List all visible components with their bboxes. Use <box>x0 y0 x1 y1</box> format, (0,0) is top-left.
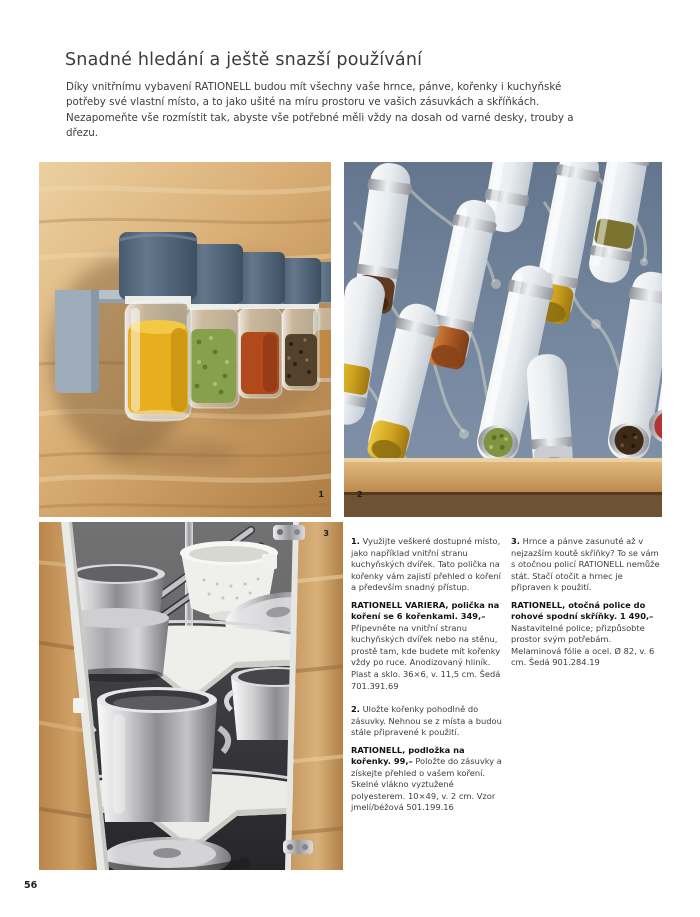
photo-spice-rack <box>39 162 331 517</box>
listing-intro: 1. Využijte veškeré dostupné místo, jako například vnitřní stranu kuchyňských dvířek. Tato polička na kořenky vám zajistí přehled o koření a především snadný přístup. <box>351 536 501 593</box>
page-title: Snadné hledání a ještě snazší používání <box>65 50 423 70</box>
spice-rack-illustration <box>39 162 331 517</box>
product-name-price: RATIONELL VARIERA, polička na koření se 6 kořenkami. 349,– <box>351 599 500 622</box>
product-description: Položte do zásuvky a získejte přehled o vašem koření. Skelné vlákno vyztužené polyesterem. 10×49, v. 2 cm. Vzor jmelí/béžová 501.199.16 <box>351 756 502 813</box>
listing-product <box>511 600 662 669</box>
listing-intro: 3. Hrnce a pánve zasunuté až v nejzazším koutě skříňky? To se vám s otočnou policí RATIONELL nemůže stát. Stačí otočit a hrnec je připraven k použití. <box>511 536 660 593</box>
photo-spice-drawer <box>344 162 662 517</box>
listing-variera-spice-shelf <box>351 536 504 692</box>
listing-number: 3. <box>511 536 520 546</box>
product-name-price: RATIONELL, podložka na kořenky. 99,– <box>351 744 465 767</box>
product-description: Nastavitelné police; přizpůsobte prostor svým potřebám. Melaminová fólie a ocel. Ø 82, v. 6 cm. Šedá 901.284.19 <box>511 622 655 668</box>
product-description: Připevněte na vnitřní stranu kuchyňských dvířek nebo na stěnu, prostě tam, kde budete mít kořenky vždy po ruce. Anodizovaný hliník. Plast a sklo. 36×6, v. 11,5 cm. Šedá 701.391.69 <box>351 622 501 691</box>
listing-product <box>351 600 504 692</box>
listing-number: 1. <box>351 536 360 546</box>
page-number: 56 <box>24 880 38 891</box>
caption-column-left <box>351 536 504 826</box>
photo-number-label: 3 <box>323 529 329 538</box>
photo-corner-cabinet <box>39 522 343 870</box>
listing-rationell-swivel-shelf <box>511 536 662 669</box>
listing-intro: 2. Uložte kořenky pohodlně do zásuvky. Nehnou se z místa a budou stále připravené k použití. <box>351 704 502 738</box>
caption-column-right <box>511 536 662 681</box>
photo-number-label: 1 <box>318 490 324 499</box>
listing-product <box>351 745 504 814</box>
listing-number: 2. <box>351 704 360 715</box>
spice-drawer-illustration <box>344 162 662 517</box>
product-name-price: RATIONELL, otočná police do rohové spodní skříňky. 1 490,– <box>511 599 654 622</box>
intro-paragraph: Díky vnitřnímu vybavení RATIONELL budou mít všechny vaše hrnce, pánve, kořenky i kuchyňské potřeby své vlastní místo, a to jako ušité na míru prostoru ve vašich zásuvkách a skříňkách. Nezapomeňte vše rozmístit tak, abyste vše potřebné měli vždy na dosah od varné desky, trouby a dřezu. <box>66 81 574 140</box>
photo-number-label: 2 <box>357 490 363 499</box>
corner-cabinet-illustration <box>39 522 343 870</box>
listing-rationell-spice-mat <box>351 704 504 814</box>
